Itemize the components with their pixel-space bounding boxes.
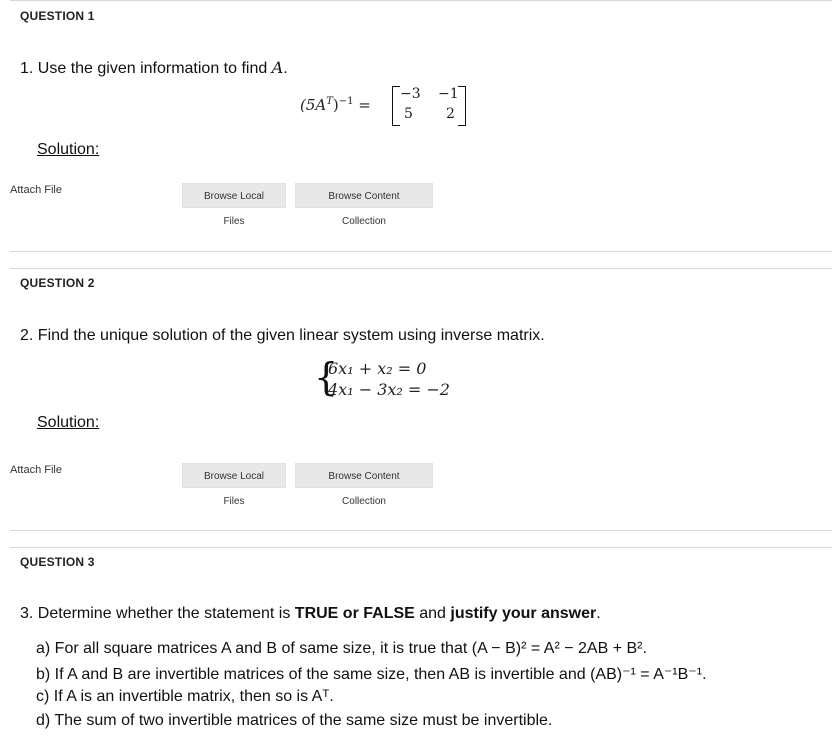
question-3-prompt-end: . <box>596 605 601 622</box>
question-1-prompt <box>20 58 288 78</box>
question-1-attach-file-label: Attach File <box>10 184 62 196</box>
transpose-sup: T <box>326 96 333 107</box>
matrix-cell-12: −1 <box>438 86 459 102</box>
question-1-solution-label: Solution: <box>37 141 100 158</box>
matrix-left-bracket <box>392 86 400 126</box>
question-3-statement-c: c) If A is an invertible matrix, then so is Aᵀ. <box>36 688 334 705</box>
question-3-prompt-mid: and <box>414 605 451 622</box>
question-1-prompt-period: . <box>283 60 288 77</box>
question-2-solution-label: Solution: <box>37 414 100 431</box>
question-3-header: QUESTION 3 <box>20 555 95 569</box>
question-1-header: QUESTION 1 <box>20 9 95 23</box>
question-2-linear-system <box>314 355 474 402</box>
matrix-cell-11: −3 <box>400 86 421 102</box>
inverse-sup: −1 <box>338 96 354 107</box>
divider <box>10 530 832 531</box>
question-2-attach-file-label: Attach File <box>10 464 62 476</box>
equation-lhs <box>300 96 371 114</box>
system-equation-2: 4x₁ − 3x₂ = −2 <box>328 380 450 399</box>
equation-lhs-base: (5A <box>300 96 327 114</box>
question-2-browse-local-files-button[interactable]: Browse Local Files <box>182 463 286 488</box>
question-3-prompt-true-false: TRUE or FALSE <box>294 605 415 622</box>
question-1-browse-local-files-button[interactable]: Browse Local Files <box>182 183 286 208</box>
equation-lhs-close: ) <box>332 96 339 114</box>
system-brace: { <box>314 355 339 399</box>
question-2-prompt: 2. Find the unique solution of the given linear system using inverse matrix. <box>20 327 545 344</box>
divider <box>10 268 832 269</box>
divider <box>10 0 832 1</box>
divider <box>10 251 832 252</box>
question-3-prompt <box>20 605 601 623</box>
question-3-statement-d: d) The sum of two invertible matrices of the same size must be invertible. <box>36 712 553 729</box>
question-1-prompt-variable: A <box>271 58 284 77</box>
question-1-browse-content-collection-button[interactable]: Browse Content Collection <box>295 183 433 208</box>
question-3-prompt-justify: justify your answer <box>450 605 597 622</box>
question-3-statement-a: a) For all square matrices A and B of same size, it is true that (A − B)² = A² − 2AB + B². <box>36 640 647 657</box>
system-equation-1: 6x₁ + x₂ = 0 <box>328 359 427 378</box>
matrix-right-bracket <box>458 86 466 126</box>
question-1-prompt-text: 1. Use the given information to find <box>20 60 272 77</box>
question-2-header: QUESTION 2 <box>20 276 95 290</box>
divider <box>10 547 832 548</box>
equals-sign: = <box>358 96 371 114</box>
matrix-cell-22: 2 <box>446 106 455 122</box>
question-3-prompt-start: 3. Determine whether the statement is <box>20 605 295 622</box>
question-3-statement-b: b) If A and B are invertible matrices of the same size, then AB is invertible and (AB)⁻¹ = A⁻¹B⁻¹. <box>36 666 707 683</box>
question-2-browse-content-collection-button[interactable]: Browse Content Collection <box>295 463 433 488</box>
matrix-cell-21: 5 <box>404 106 413 122</box>
